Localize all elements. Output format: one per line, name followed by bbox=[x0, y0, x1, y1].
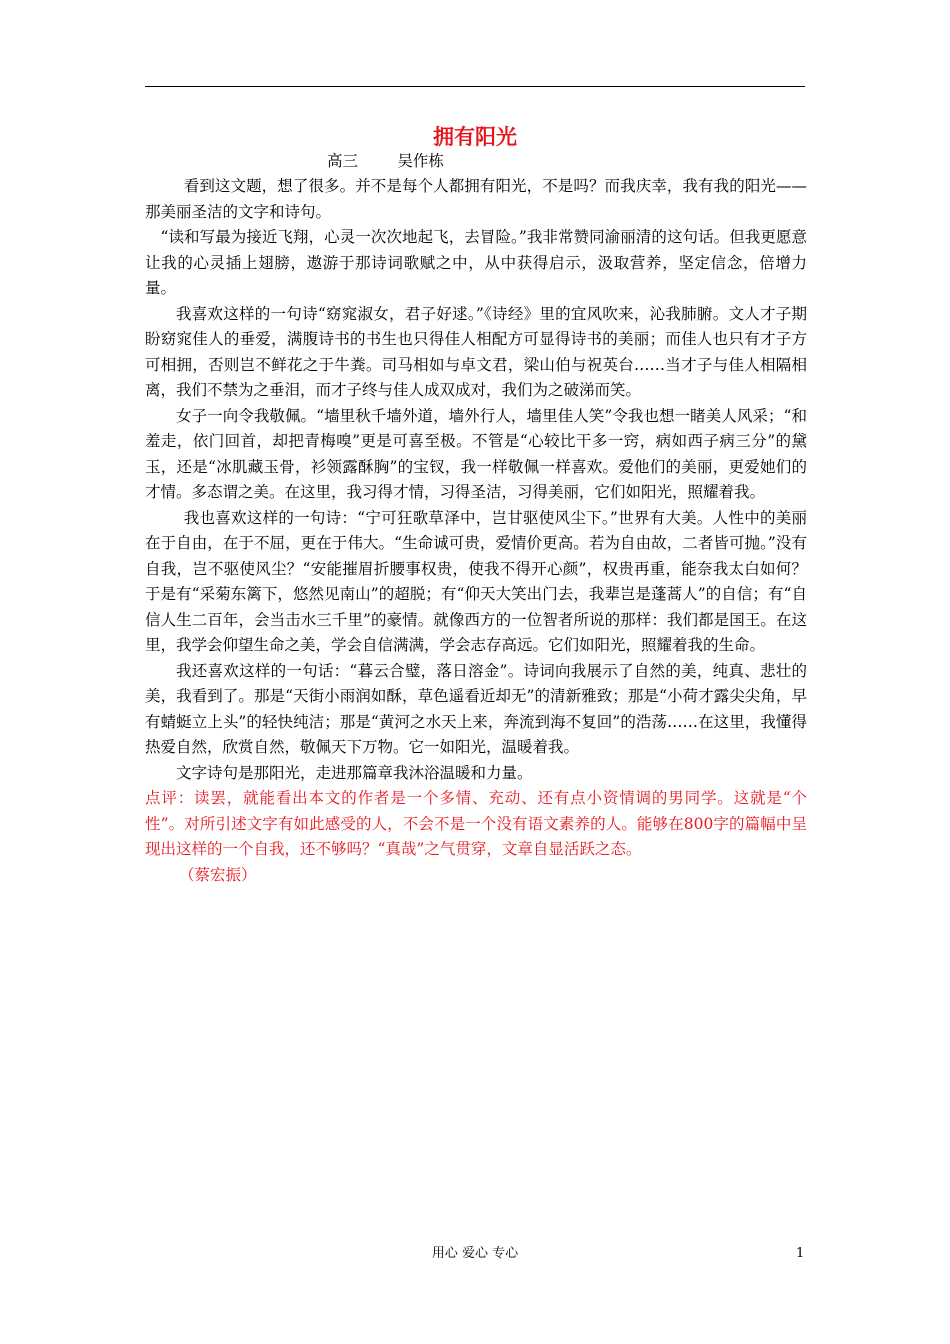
paragraph-1: 看到这文题，想了很多。并不是每个人都拥有阳光，不是吗？而我庆幸，我有我的阳光——那美丽圣洁的文字和诗句。 bbox=[145, 177, 807, 221]
paragraph-3: 我喜欢这样的一句诗“窈窕淑女，君子好逑。”《诗经》里的宜风吹来，沁我肺腑。文人才子期盼窈窕佳人的垂爱，满腹诗书的书生也只得佳人相配方可显得诗书的美丽；而佳人也只有才子方可相拥，否则岂不鲜花之于牛粪。司马相如与卓文君，梁山伯与祝英台……当才子与佳人相隔相离，我们不禁为之垂泪，而才子终与佳人成双成对，我们为之破涕而笑。 bbox=[145, 304, 807, 399]
paragraph-4: 女子一向令我敬佩。“墙里秋千墙外道，墙外行人，墙里佳人笑”令我也想一睹美人风采；“和羞走，依门回首，却把青梅嗅”更是可喜至极。不管是“心较比干多一窍，病如西子病三分”的黛玉，还是“冰肌藏玉骨，衫领露酥胸”的宝钗，我一样敬佩一样喜欢。爱他们的美丽，更爱她们的才情。多态谓之美。在这里，我习得才情，习得圣洁，习得美丽，它们如阳光，照耀着我。 bbox=[145, 406, 807, 501]
header-rule bbox=[145, 86, 805, 87]
paragraph-6: 我还喜欢这样的一句话：“暮云合璧，落日溶金”。诗词向我展示了自然的美，纯真、悲壮的美，我看到了。那是“天街小雨润如酥，草色遥看近却无”的清新雅致；那是“小荷才露尖尖角，早有蜻蜓立上头”的轻快纯洁；那是“黄河之水天上来，奔流到海不复回”的浩荡……在这里，我懂得热爱自然，欣赏自然，敬佩天下万物。它一如阳光，温暖着我。 bbox=[145, 661, 807, 756]
paragraph-5: 我也喜欢这样的一句诗：“宁可狂歌草泽中，岂甘驱使风尘下。”世界有大美。人性中的美丽在于自由，在于不屈，更在于伟大。“生命诚可贵，爱情价更高。若为自由故，二者皆可抛。”没有自我，岂不驱使风尘？“安能摧眉折腰事权贵，使我不得开心颜”，权贵再重，能奈我太白如何？于是有“采菊东篱下，悠然见南山”的超脱；有“仰天大笑出门去，我辈岂是蓬蒿人”的自信；有“自信人生二百年，会当击水三千里”的豪情。就像西方的一位智者所说的那样：我们都是国王。在这里，我学会仰望生命之美，学会自信满满，学会志存高远。它们如阳光，照耀着我的生命。 bbox=[145, 508, 807, 654]
article-title: 拥有阳光 bbox=[433, 125, 517, 149]
footer-slogan: 用心 爱心 专心 bbox=[431, 1246, 519, 1261]
article-byline: 高三 吴作栋 bbox=[327, 152, 444, 170]
article-body bbox=[145, 174, 807, 888]
page-number: 1 bbox=[796, 1246, 805, 1261]
comment-author: （蔡宏振） bbox=[179, 865, 257, 884]
paragraph-7: 文字诗句是那阳光，走进那篇章我沐浴温暖和力量。 bbox=[176, 763, 533, 782]
teacher-comment: 点评：读罢，就能看出本文的作者是一个多情、充动、还有点小资情调的男同学。这就是“个性”。对所引述文字有如此感受的人，不会不是一个没有语文素养的人。能够在800字的篇幅中呈现出这样的一个自我，还不够吗？“真哉”之气贯穿，文章自显活跃之态。 bbox=[145, 789, 807, 858]
paragraph-2: “读和写最为接近飞翔，心灵一次次地起飞，去冒险。”我非常赞同渝丽清的这句话。但我更愿意让我的心灵插上翅膀，遨游于那诗词歌赋之中，从中获得启示，汲取营养，坚定信念，倍增力量。 bbox=[145, 228, 807, 297]
